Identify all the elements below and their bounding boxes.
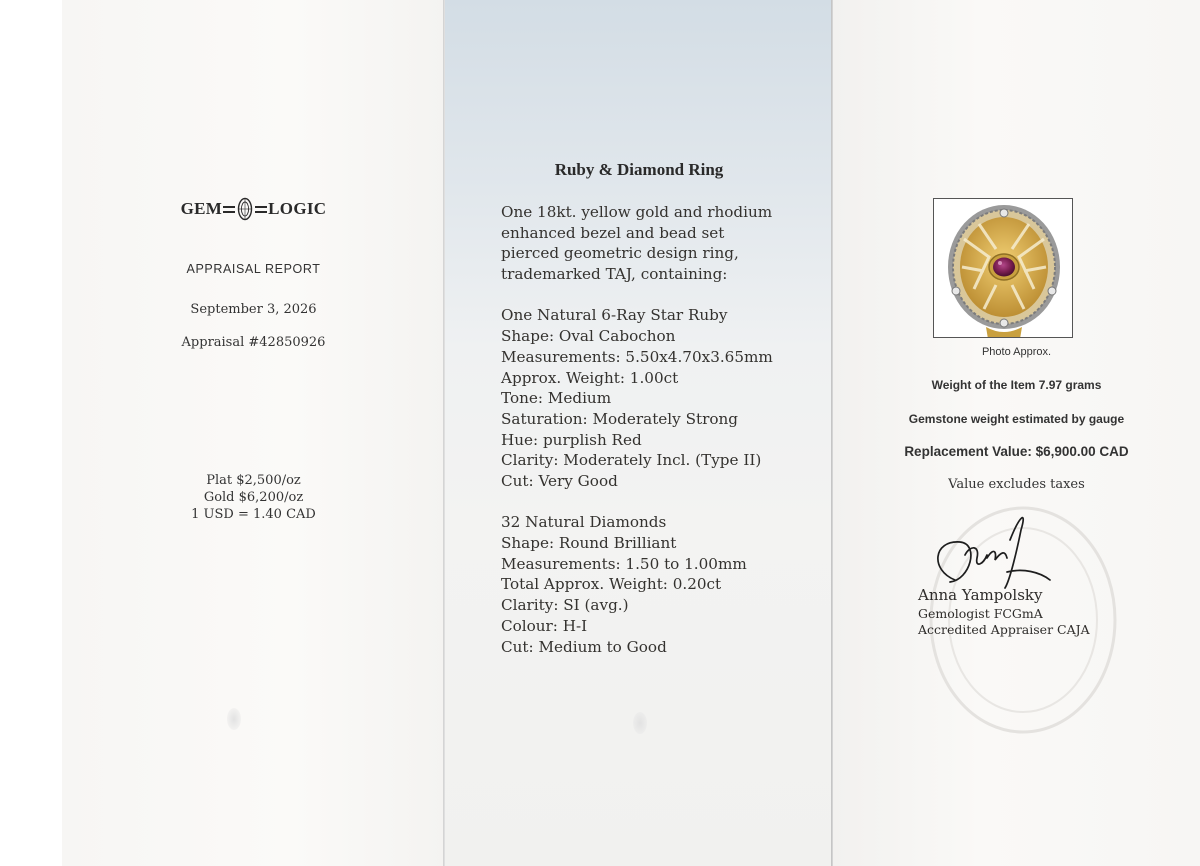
description-line: pierced geometric design ring, bbox=[501, 244, 739, 263]
diamond-line: Shape: Round Brilliant bbox=[501, 534, 677, 553]
ruby-line: Saturation: Moderately Strong bbox=[501, 409, 738, 428]
appraiser-title: Gemologist FCGmA bbox=[918, 606, 1043, 621]
logo-bar-icon bbox=[255, 206, 267, 213]
ring-illustration bbox=[934, 199, 1073, 338]
logo-bar-icon bbox=[223, 206, 235, 213]
paper-smudge bbox=[227, 708, 241, 730]
ruby-line: Cut: Very Good bbox=[501, 472, 618, 491]
signature-icon bbox=[925, 510, 1075, 595]
ruby-line: Hue: purplish Red bbox=[501, 430, 642, 449]
replacement-value: Replacement Value: $6,900.00 CAD bbox=[904, 444, 1129, 459]
appraisal-number: Appraisal #42850926 bbox=[181, 335, 326, 350]
item-weight: Weight of the Item 7.97 grams bbox=[931, 378, 1102, 392]
ruby-line: Measurements: 5.50x4.70x3.65mm bbox=[501, 347, 773, 366]
exchange-rate: 1 USD = 1.40 CAD bbox=[191, 507, 316, 522]
item-description bbox=[501, 202, 831, 678]
logo-left-word: GEM bbox=[180, 199, 223, 218]
diamond-line: Cut: Medium to Good bbox=[501, 637, 667, 656]
gemstone-weight-note: Gemstone weight estimated by gauge bbox=[908, 412, 1125, 426]
ruby-details bbox=[501, 305, 831, 491]
left-panel bbox=[62, 0, 445, 866]
description-line: One 18kt. yellow gold and rhodium bbox=[501, 203, 773, 221]
diamond-line: Colour: H-I bbox=[501, 616, 588, 635]
diamond-line: Total Approx. Weight: 0.20ct bbox=[501, 575, 722, 594]
appraiser-accreditation: Accredited Appraiser CAJA bbox=[918, 622, 1090, 637]
right-panel bbox=[833, 0, 1200, 866]
ruby-line: Approx. Weight: 1.00ct bbox=[501, 368, 679, 387]
ruby-line: Clarity: Moderately Incl. (Type II) bbox=[501, 451, 762, 470]
description-line: enhanced bezel and bead set bbox=[501, 223, 725, 242]
metal-prices bbox=[62, 472, 445, 523]
diamond-line: Measurements: 1.50 to 1.00mm bbox=[501, 554, 747, 573]
item-title: Ruby & Diamond Ring bbox=[554, 160, 724, 179]
ruby-line: One Natural 6-Ray Star Ruby bbox=[501, 306, 728, 325]
diamond-line: 32 Natural Diamonds bbox=[501, 513, 667, 532]
appraiser-name: Anna Yampolsky bbox=[918, 586, 1043, 604]
logo-gem-icon bbox=[237, 197, 253, 221]
appraiser-signature-block bbox=[918, 586, 1090, 637]
report-title: APPRAISAL REPORT bbox=[186, 262, 321, 276]
ruby-line: Tone: Medium bbox=[501, 389, 612, 408]
ruby-line: Shape: Oval Cabochon bbox=[501, 327, 676, 346]
paper-smudge bbox=[633, 712, 647, 734]
ring-photo bbox=[933, 198, 1073, 338]
report-date: September 3, 2026 bbox=[190, 302, 317, 317]
diamond-line: Clarity: SI (avg.) bbox=[501, 596, 629, 615]
ring-description bbox=[501, 202, 831, 285]
platinum-price: Plat $2,500/oz bbox=[206, 473, 301, 488]
gem-logic-logo bbox=[62, 197, 445, 221]
logo-right-word: LOGIC bbox=[268, 199, 327, 218]
photo-caption: Photo Approx. bbox=[981, 346, 1052, 358]
gold-price: Gold $6,200/oz bbox=[203, 490, 304, 505]
middle-panel bbox=[445, 0, 833, 866]
tax-note: Value excludes taxes bbox=[948, 477, 1085, 492]
description-line: trademarked TAJ, containing: bbox=[501, 265, 728, 284]
diamond-details bbox=[501, 512, 831, 657]
